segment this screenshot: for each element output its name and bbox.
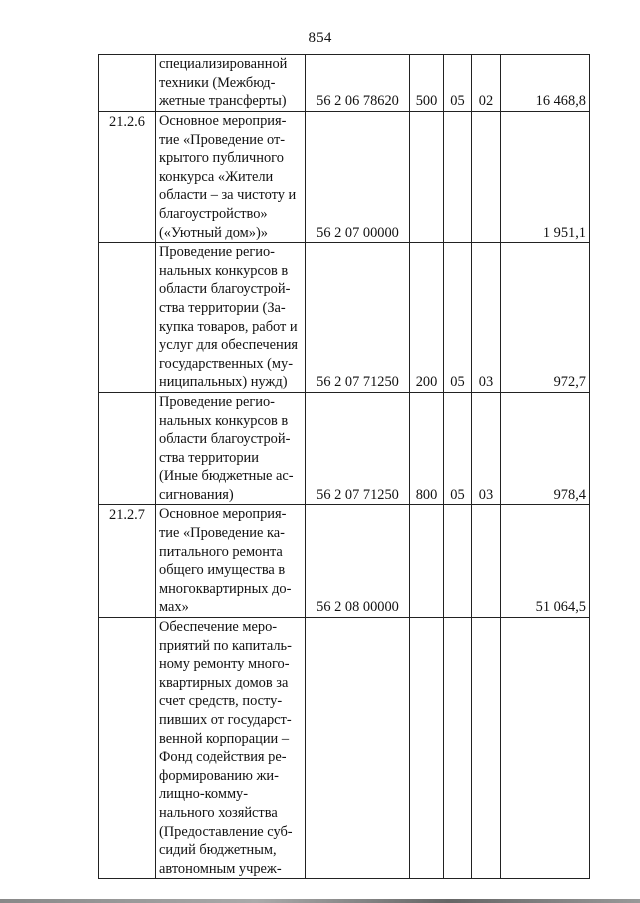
row-section (444, 618, 472, 879)
row-section: 05 (444, 243, 472, 393)
row-expense-type (410, 618, 444, 879)
row-amount: 16 468,8 (501, 55, 590, 112)
table-row (99, 392, 590, 505)
row-subsection (472, 618, 501, 879)
row-description: Основное мероприя- тие «Проведение от- крытого публичного конкурса «Жители области – за чистоту и благоустройство» («Уютный дом»)» (156, 112, 306, 243)
row-section: 05 (444, 55, 472, 112)
table-row (99, 112, 590, 243)
row-subsection: 02 (472, 55, 501, 112)
table-row (99, 55, 590, 112)
row-subsection (472, 505, 501, 618)
row-amount: 972,7 (501, 243, 590, 393)
row-number (99, 618, 156, 879)
row-target-code: 56 2 07 00000 (306, 112, 410, 243)
row-target-code: 56 2 07 71250 (306, 243, 410, 393)
row-number (99, 243, 156, 393)
row-target-code: 56 2 07 71250 (306, 392, 410, 505)
row-target-code: 56 2 06 78620 (306, 55, 410, 112)
row-amount: 1 951,1 (501, 112, 590, 243)
row-subsection: 03 (472, 392, 501, 505)
row-expense-type (410, 112, 444, 243)
row-number (99, 392, 156, 505)
row-subsection: 03 (472, 243, 501, 393)
row-amount (501, 618, 590, 879)
row-expense-type: 200 (410, 243, 444, 393)
row-expense-type (410, 505, 444, 618)
row-target-code: 56 2 08 00000 (306, 505, 410, 618)
table-row (99, 243, 590, 393)
row-description: Основное мероприя- тие «Проведение ка- питального ремонта общего имущества в многоквартирных до- мах» (156, 505, 306, 618)
row-description: специализированной техники (Межбюд- жетные трансферты) (156, 55, 306, 112)
table-row (99, 618, 590, 879)
row-description: Обеспечение меро- приятий по капиталь- ному ремонту много- квартирных домов за счет средств, посту- пивших от государст- венной корпорации – Фонд содействия ре- формированию жи- лищно-комму- нального хозяйства (Предоставление суб- сидий бюджетным, автономным учреж- (156, 618, 306, 879)
row-number: 21.2.7 (99, 505, 156, 618)
row-section: 05 (444, 392, 472, 505)
budget-table (98, 54, 590, 879)
row-amount: 51 064,5 (501, 505, 590, 618)
row-target-code (306, 618, 410, 879)
row-section (444, 112, 472, 243)
scan-edge-mark (0, 899, 640, 903)
row-section (444, 505, 472, 618)
table-row (99, 505, 590, 618)
row-expense-type: 500 (410, 55, 444, 112)
row-expense-type: 800 (410, 392, 444, 505)
row-amount: 978,4 (501, 392, 590, 505)
row-number (99, 55, 156, 112)
page-number: 854 (308, 30, 332, 46)
row-description: Проведение регио- нальных конкурсов в области благоустрой- ства территории (Иные бюджетные ас- сигнования) (156, 392, 306, 505)
row-description: Проведение регио- нальных конкурсов в области благоустрой- ства территории (За- купка товаров, работ и услуг для обеспечения государственных (му- ниципальных) нужд) (156, 243, 306, 393)
row-number: 21.2.6 (99, 112, 156, 243)
row-subsection (472, 112, 501, 243)
